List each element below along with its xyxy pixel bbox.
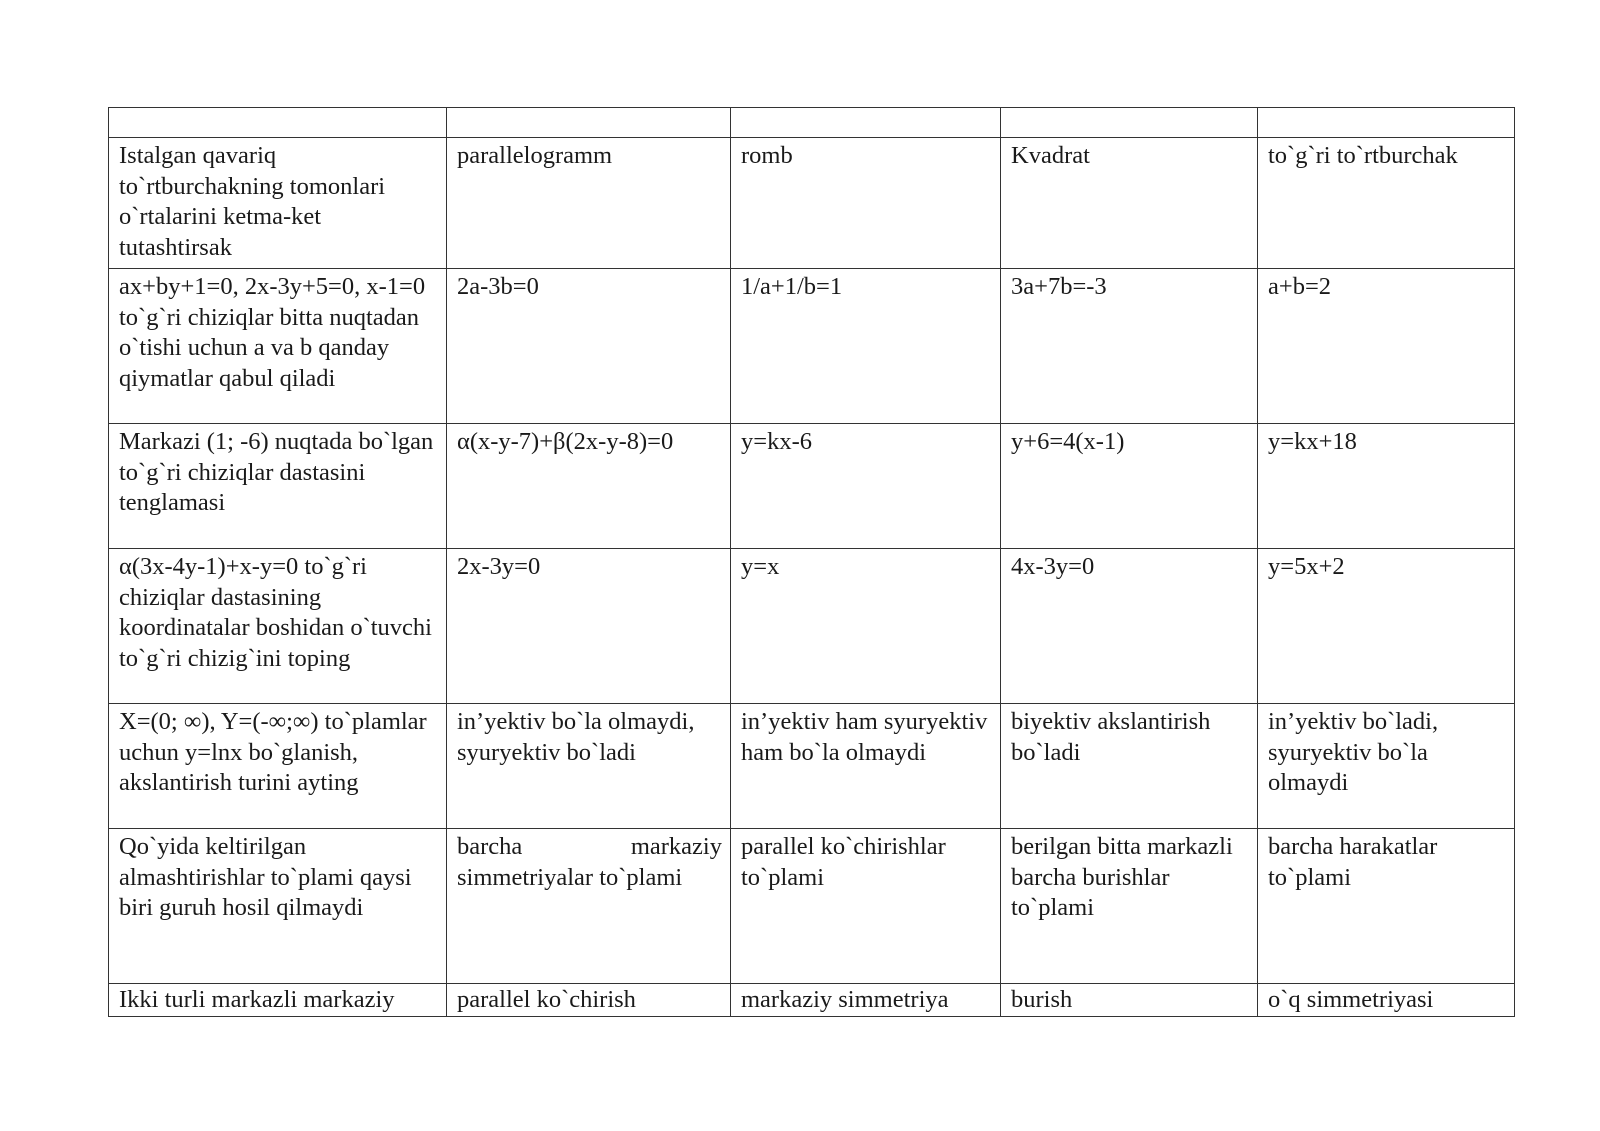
question-cell: α(3x-4y-1)+x-y=0 to`g`ri chiziqlar dastasining koordinatalar boshidan o`tuvchi to`g`ri chizig`ini toping [109,549,447,704]
option-cell: parallel ko`chirishlar to`plami [731,829,1001,984]
option-cell: parallelogramm [447,138,731,269]
header-cell [109,108,447,138]
option-cell: Kvadrat [1001,138,1258,269]
option-cell: barcha markaziy simmetriyalar to`plami [447,829,731,984]
question-cell: Qo`yida keltirilgan almashtirishlar to`plami qaysi biri guruh hosil qilmaydi [109,829,447,984]
option-cell: to`g`ri to`rtburchak [1258,138,1515,269]
option-cell: 1/a+1/b=1 [731,269,1001,424]
option-cell: y+6=4(x-1) [1001,424,1258,549]
header-cell [731,108,1001,138]
header-cell [447,108,731,138]
quiz-table [108,107,1515,1017]
table-row [109,138,1515,269]
option-cell: 2a-3b=0 [447,269,731,424]
question-cell: Markazi (1; -6) nuqtada bo`lgan to`g`ri chiziqlar dastasini tenglamasi [109,424,447,549]
option-cell: y=kx-6 [731,424,1001,549]
option-cell: romb [731,138,1001,269]
question-cell: ax+by+1=0, 2x-3y+5=0, x-1=0 to`g`ri chiziqlar bitta nuqtadan o`tishi uchun a va b qanday qiymatlar qabul qiladi [109,269,447,424]
option-cell: y=5x+2 [1258,549,1515,704]
table-row [109,269,1515,424]
option-cell: a+b=2 [1258,269,1515,424]
table-row [109,424,1515,549]
header-cell [1258,108,1515,138]
option-cell: α(x-y-7)+β(2x-y-8)=0 [447,424,731,549]
table-row [109,549,1515,704]
option-cell: biyektiv akslantirish bo`ladi [1001,704,1258,829]
option-cell: barcha harakatlar to`plami [1258,829,1515,984]
option-cell: y=kx+18 [1258,424,1515,549]
option-cell: burish [1001,984,1258,1017]
option-cell: o`q simmetriyasi [1258,984,1515,1017]
header-cell [1001,108,1258,138]
option-cell: 3a+7b=-3 [1001,269,1258,424]
table-row [109,829,1515,984]
table-row [109,984,1515,1017]
question-cell: Istalgan qavariq to`rtburchakning tomonlari o`rtalarini ketma-ket tutashtirsak [109,138,447,269]
option-cell: in’yektiv ham syuryektiv ham bo`la olmaydi [731,704,1001,829]
option-cell: parallel ko`chirish [447,984,731,1017]
option-cell: markaziy simmetriya [731,984,1001,1017]
option-cell: 2x-3y=0 [447,549,731,704]
question-cell: Ikki turli markazli markaziy [109,984,447,1017]
question-cell: X=(0; ∞), Y=(-∞;∞) to`plamlar uchun y=lnx bo`glanish, akslantirish turini ayting [109,704,447,829]
option-cell: y=x [731,549,1001,704]
option-cell: berilgan bitta markazli barcha burishlar to`plami [1001,829,1258,984]
table-row [109,704,1515,829]
option-cell: in’yektiv bo`ladi, syuryektiv bo`la olmaydi [1258,704,1515,829]
table-header-row [109,108,1515,138]
option-cell: 4x-3y=0 [1001,549,1258,704]
option-cell: in’yektiv bo`la olmaydi, syuryektiv bo`ladi [447,704,731,829]
